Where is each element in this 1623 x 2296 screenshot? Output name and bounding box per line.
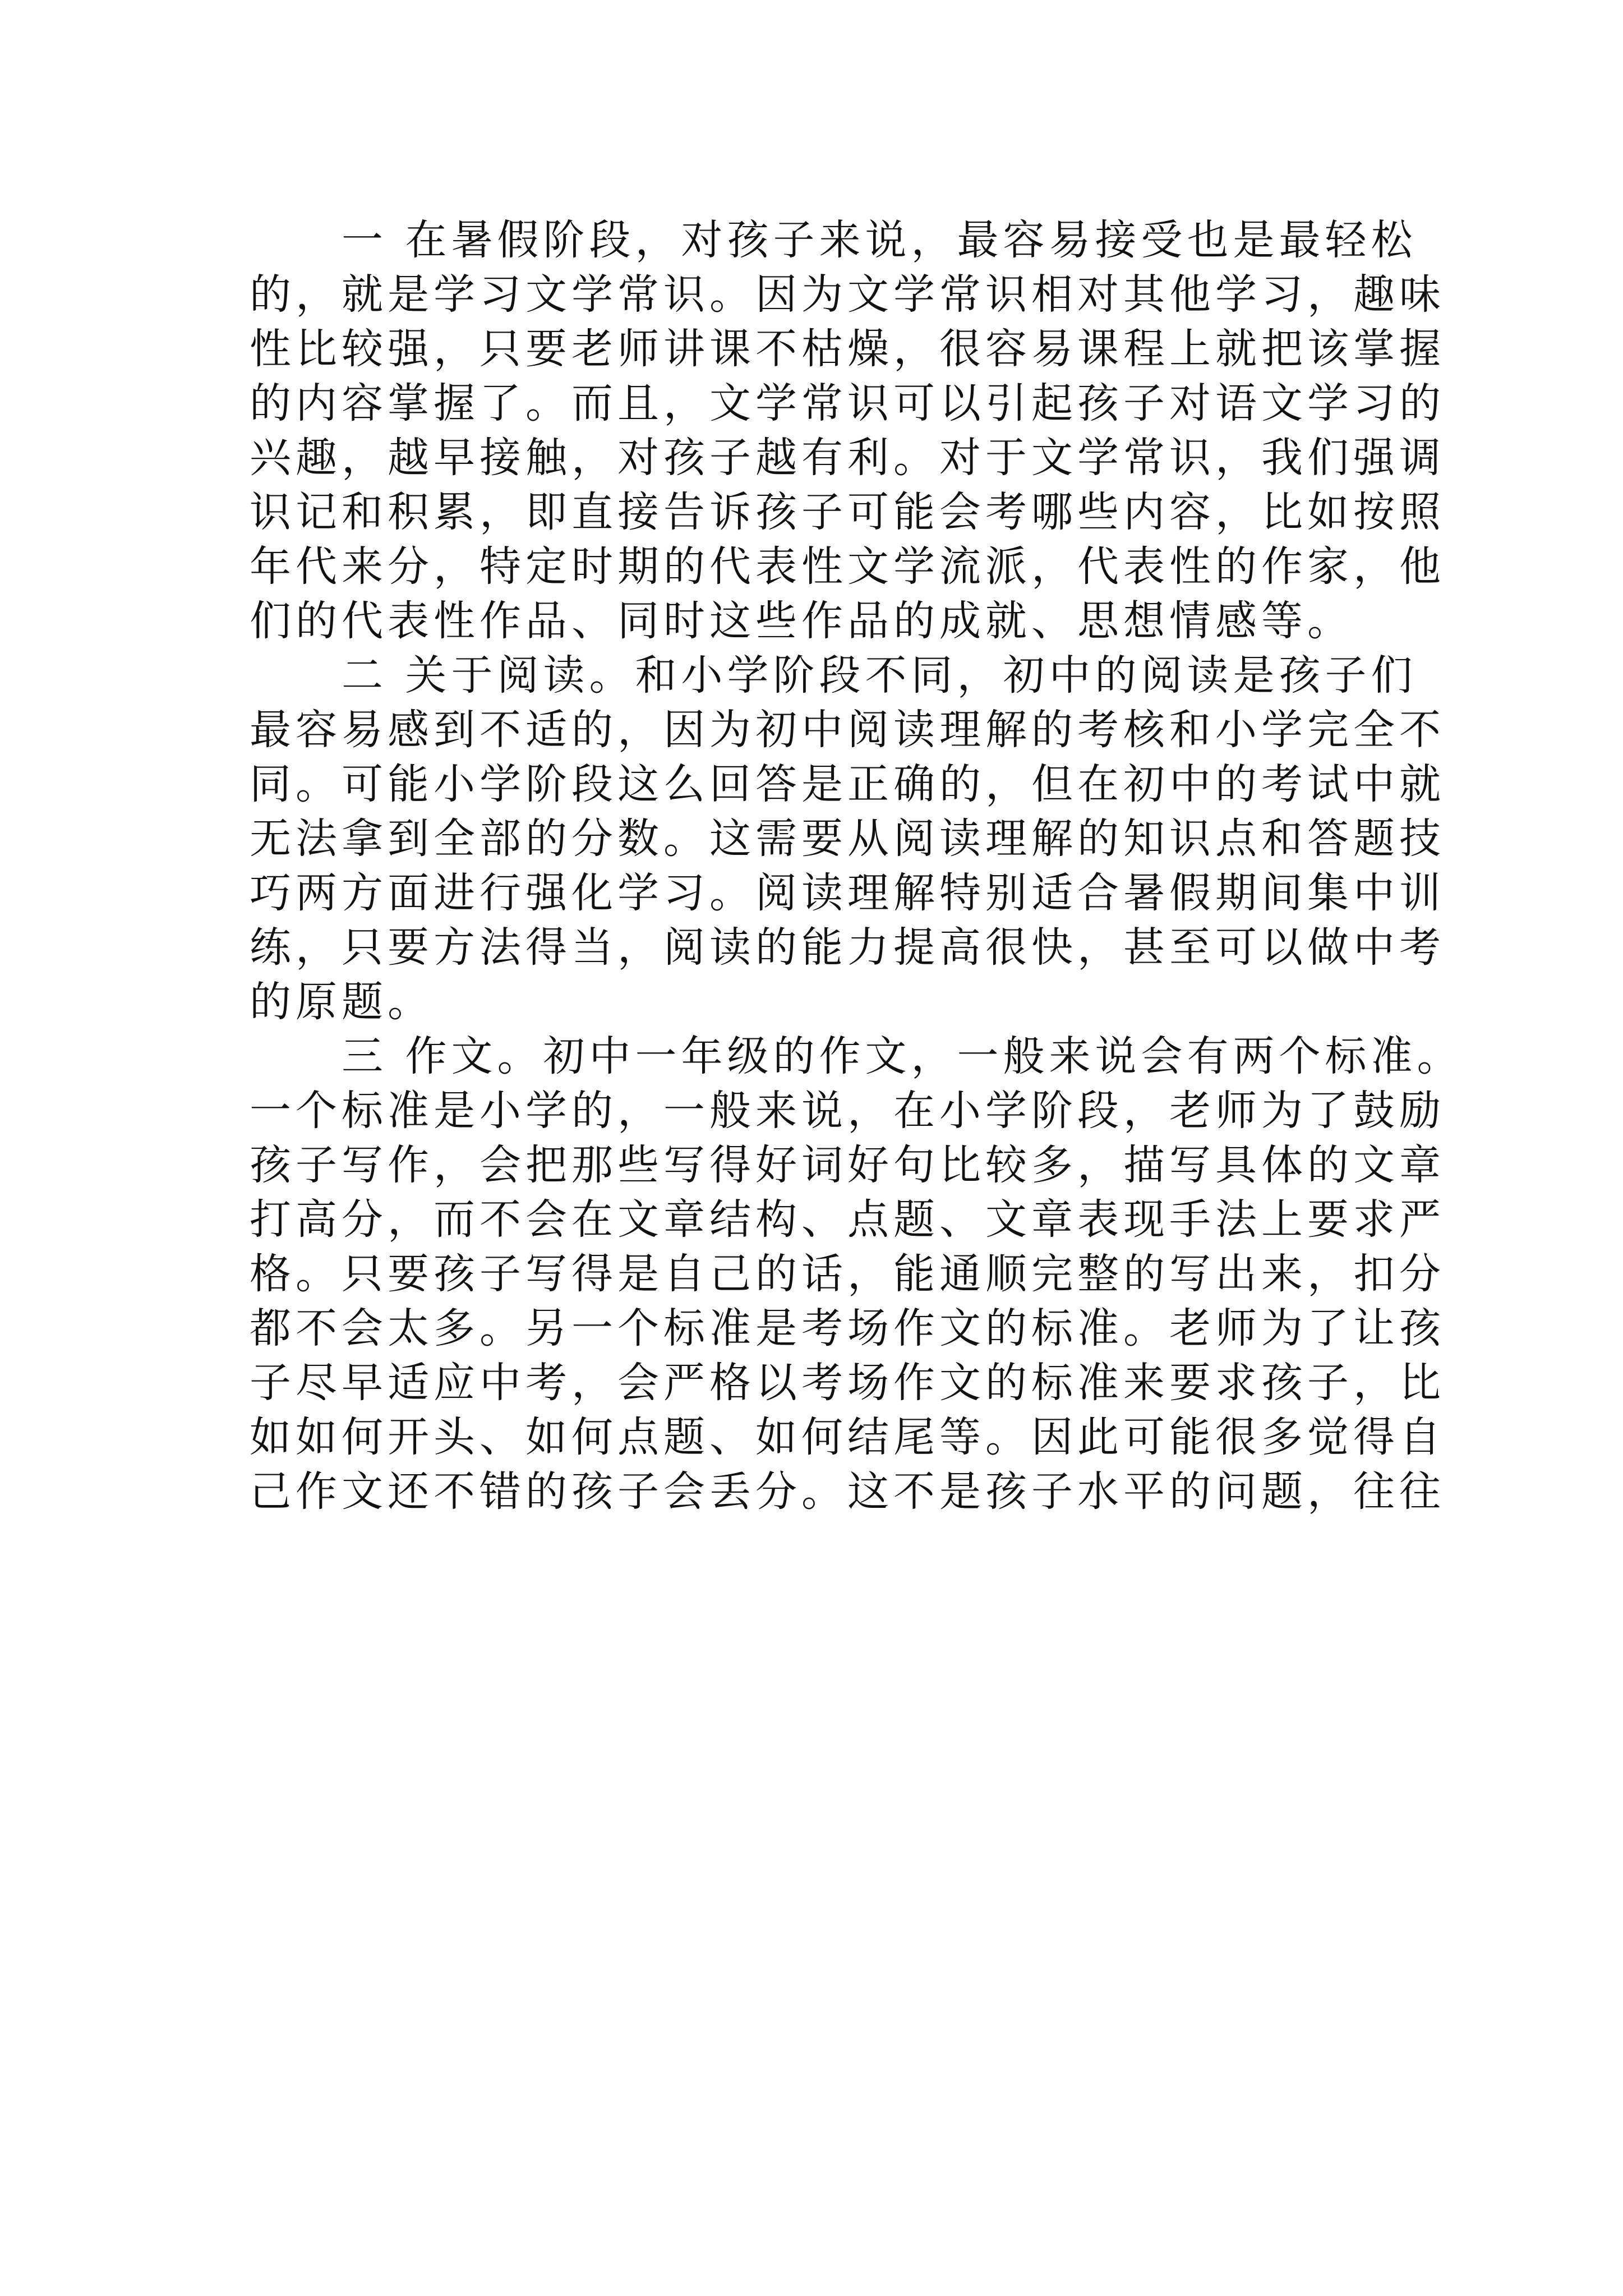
text-line: 都不会太多。另一个标准是考场作文的标准。老师为了让孩 xyxy=(250,1304,1445,1352)
text-line: 兴趣，越早接触，对孩子越有利。对于文学常识，我们强调 xyxy=(250,434,1445,482)
text-line: 子尽早适应中考，会严格以考场作文的标准来要求孩子，比 xyxy=(250,1359,1445,1407)
text-line: 二 关于阅读。和小学阶段不同，初中的阅读是孩子们 xyxy=(250,651,1417,700)
text-line: 打高分，而不会在文章结构、点题、文章表现手法上要求严 xyxy=(250,1195,1445,1244)
text-line: 练，只要方法得当，阅读的能力提高很快，甚至可以做中考 xyxy=(250,923,1445,972)
text-line: 无法拿到全部的分数。这需要从阅读理解的知识点和答题技 xyxy=(250,815,1445,863)
text-line: 年代来分，特定时期的代表性文学流派，代表性的作家，他 xyxy=(250,542,1445,591)
text-line: 巧两方面进行强化学习。阅读理解特别适合暑假期间集中训 xyxy=(250,869,1445,917)
text-line: 同。可能小学阶段这么回答是正确的，但在初中的考试中就 xyxy=(250,760,1445,808)
text-line: 一个标准是小学的，一般来说，在小学阶段，老师为了鼓励 xyxy=(250,1087,1445,1135)
text-line: 孩子写作，会把那些写得好词好句比较多，描写具体的文章 xyxy=(250,1141,1445,1189)
text-line: 的，就是学习文学常识。因为文学常识相对其他学习，趣味 xyxy=(250,270,1445,319)
text-line: 的原题。 xyxy=(250,978,434,1026)
text-line: 一 在暑假阶段，对孩子来说，最容易接受也是最轻松 xyxy=(250,216,1417,264)
text-line: 的内容掌握了。而且，文学常识可以引起孩子对语文学习的 xyxy=(250,379,1445,427)
text-line: 们的代表性作品、同时这些作品的成就、思想情感等。 xyxy=(250,597,1353,645)
text-line: 己作文还不错的孩子会丢分。这不是孩子水平的问题，往往 xyxy=(250,1467,1445,1516)
text-line: 三 作文。初中一年级的作文，一般来说会有两个标准。 xyxy=(250,1032,1463,1080)
text-line: 如如何开头、如何点题、如何结尾等。因此可能很多觉得自 xyxy=(250,1413,1445,1461)
text-line: 最容易感到不适的，因为初中阅读理解的考核和小学完全不 xyxy=(250,706,1445,754)
text-line: 识记和积累，即直接告诉孩子可能会考哪些内容，比如按照 xyxy=(250,488,1445,536)
text-line: 格。只要孩子写得是自己的话，能通顺完整的写出来，扣分 xyxy=(250,1250,1445,1298)
text-line: 性比较强，只要老师讲课不枯燥，很容易课程上就把该掌握 xyxy=(250,325,1445,373)
body-text xyxy=(250,213,1463,1519)
